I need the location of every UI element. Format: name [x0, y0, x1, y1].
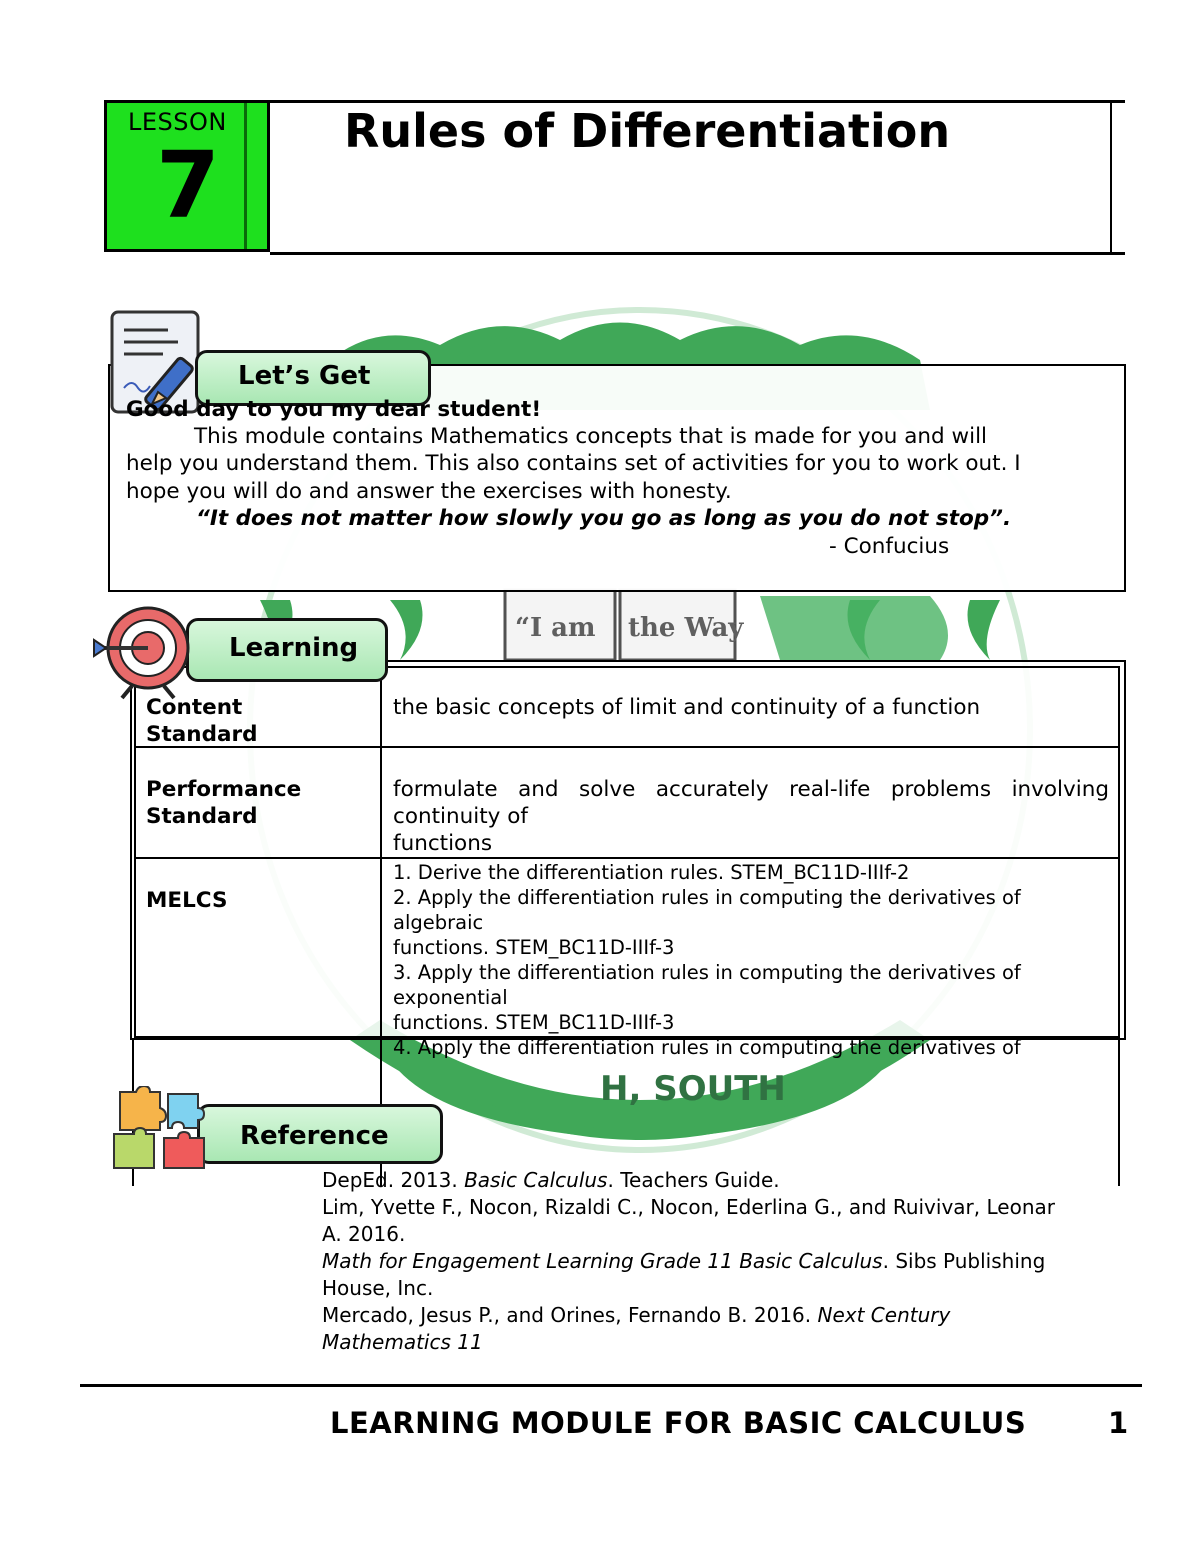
page-title: Rules of Differentiation [344, 104, 951, 158]
reference-line [322, 1302, 1055, 1329]
table-right-edge [1118, 1038, 1120, 1186]
quote-author: - Confucius [829, 534, 950, 559]
reference-line [322, 1248, 1055, 1275]
value-line: functions [393, 831, 493, 856]
label-line: Standard [146, 804, 258, 829]
melc-line: 4. Apply the differentiation rules in computing the derivatives of [393, 1036, 1021, 1059]
seal-bottom-text: H, SOUTH [600, 1069, 786, 1109]
ref-text: Lim, Yvette F., Nocon, Rizaldi C., Nocon, Ederlina G., and Ruivivar, Leonar [322, 1195, 1055, 1219]
label-line: Content [146, 695, 243, 720]
intro-line-3: hope you will do and answer the exercises with honesty. [126, 479, 732, 504]
table-row-divider [134, 746, 1120, 748]
ref-text: DepEd. 2013. [322, 1168, 465, 1192]
melc-line: 2. Apply the differentiation rules in computing the derivatives of [393, 886, 1021, 909]
performance-standard-value [393, 776, 1109, 857]
reference-list [322, 1167, 1055, 1356]
intro-line-1: This module contains Mathematics concepts that is made for you and will [194, 424, 988, 449]
target-icon [92, 604, 196, 700]
ref-title: Mathematics 11 [322, 1330, 483, 1354]
ref-text: . Sibs Publishing [882, 1249, 1046, 1273]
value-line: continuity of [393, 804, 528, 829]
melc-line: 3. Apply the differentiation rules in computing the derivatives of [393, 961, 1021, 984]
content-standard-value: the basic concepts of limit and continuity of a function [393, 695, 981, 720]
ref-title: Next Century [817, 1303, 951, 1327]
intro-line-2: help you understand them. This also contains set of activities for you to work out. I [126, 451, 1021, 476]
performance-standard-label [146, 776, 301, 830]
ref-text: . Teachers Guide. [607, 1168, 780, 1192]
title-rule-bottom [270, 252, 1125, 255]
seal-banner-right: the Way [628, 613, 744, 643]
lets-get-label: Let’s Get [195, 350, 431, 406]
title-rule-right [1110, 103, 1112, 252]
page-number: 1 [1108, 1406, 1129, 1440]
lesson-label: LESSON [128, 108, 227, 136]
content-standard-label [146, 694, 257, 748]
reference-line [322, 1221, 1055, 1248]
melc-line: algebraic [393, 911, 484, 934]
footer-title: LEARNING MODULE FOR BASIC CALCULUS [330, 1406, 1027, 1440]
greeting: Good day to you my dear student! [126, 397, 542, 422]
ref-title: Basic Calculus [464, 1168, 608, 1192]
reference-line [322, 1329, 1055, 1356]
ref-text: Mercado, Jesus P., and Orines, Fernando B. 2016. [322, 1303, 818, 1327]
ref-text: House, Inc. [322, 1276, 434, 1300]
reference-label: Reference [197, 1104, 443, 1164]
ref-text: A. 2016. [322, 1222, 406, 1246]
ref-title: Math for Engagement Learning Grade 11 Basic Calculus [322, 1249, 883, 1273]
quote: “It does not matter how slowly you go as long as you do not stop”. [196, 506, 1012, 531]
learning-label: Learning [186, 618, 388, 682]
melcs-label: MELCS [146, 888, 228, 913]
puzzle-pieces-icon [110, 1086, 210, 1174]
reference-line [322, 1194, 1055, 1221]
label-line: Standard [146, 722, 258, 747]
lesson-number: 7 [156, 132, 221, 239]
label-line: Performance [146, 777, 302, 802]
reference-line [322, 1275, 1055, 1302]
table-row-divider [134, 857, 1120, 859]
seal-banner-left: “I am [515, 613, 596, 643]
melcs-value [393, 860, 1021, 1060]
footer-rule [80, 1384, 1142, 1387]
melc-line: functions. STEM_BC11D-IIIf-3 [393, 1011, 675, 1034]
value-line: formulate and solve accurately real-life problems involving [393, 777, 1109, 802]
melc-line: exponential [393, 986, 508, 1009]
melc-line: functions. STEM_BC11D-IIIf-3 [393, 936, 675, 959]
title-rule-top [270, 100, 1125, 103]
melc-line: 1. Derive the differentiation rules. STEM_BC11D-IIIf-2 [393, 861, 910, 884]
reference-line [322, 1167, 1055, 1194]
